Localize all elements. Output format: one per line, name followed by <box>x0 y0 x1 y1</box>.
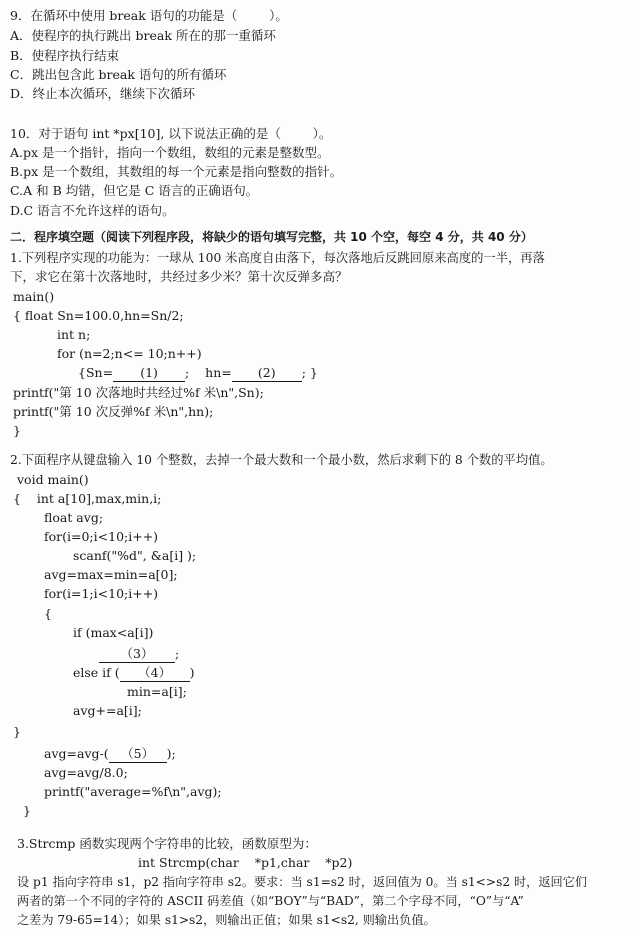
q9-option-a: A．使程序的执行跳出 break 所在的那一重循环 <box>10 28 276 43</box>
p1-code-line: main() <box>13 289 55 304</box>
p2-code-line-blank: （3） ; <box>99 646 179 663</box>
p1-code-line: { float Sn=100.0,hn=Sn/2; <box>13 308 184 323</box>
q10-option-c: C.A 和 B 均错，但它是 C 语言的正确语句。 <box>10 183 259 198</box>
p1-code-line-blanks: {Sn= (1) ; hn= (2) ; } <box>78 365 318 380</box>
p2-code-line: scanf("%d", &a[i] ); <box>73 548 197 563</box>
p2-code-line: void main() <box>17 472 89 487</box>
p3-description: 3.Strcmp 函数实现两个字符串的比较，函数原型为： <box>17 836 317 851</box>
p2-code-line: if (max<a[i]) <box>73 625 154 640</box>
p2-description: 2.下面程序从键盘输入 10 个整数，去掉一个最大数和一个最小数，然后求剩下的 8 个数的平均值。 <box>10 453 553 467</box>
answer-blank-5[interactable]: （5） <box>109 746 167 763</box>
p3-prototype: int Strcmp(char *p1,char *p2) <box>138 855 353 870</box>
p3-requirement-line2: 两者的第一个不同的字符的 ASCII 码差值（如“BOY”与“BAD”，第二个字母不同，“O”与“A” <box>17 894 524 908</box>
p1-code-line: } <box>13 423 21 438</box>
p3-requirement-line3: 之差为 79-65=14）；如果 s1>s2，则输出正值；如果 s1<s2, 则输出负值。 <box>17 913 436 927</box>
q10-option-b: B.px 是一个数组，其数组的每一个元素是指向整数的指针。 <box>10 164 343 179</box>
p1-code-line: for (n=2;n<= 10;n++) <box>57 346 202 361</box>
answer-blank-3[interactable]: （3） <box>99 646 175 663</box>
p2-code-line: avg=max=min=a[0]; <box>44 567 178 582</box>
p3-requirement-line1: 设 p1 指向字符串 s1，p2 指向字符串 s2。要求：当 s1=s2 时，返回值为 0。当 s1<>s2 时，返回它们 <box>17 875 588 889</box>
p2-code-line: min=a[i]; <box>127 684 187 699</box>
p2-code-line: for(i=1;i<10;i++) <box>44 586 159 601</box>
p1-code-line: printf("第 10 次反弹%f 米\n",hn); <box>13 404 214 419</box>
p2-code-line: { <box>44 606 52 621</box>
q9-option-d: D．终止本次循环，继续下次循环 <box>10 86 196 101</box>
p1-description-line2: 下，求它在第十次落地时，共经过多少米？第十次反弹多高？ <box>10 269 348 284</box>
p2-code-line: avg=avg/8.0; <box>44 765 128 780</box>
p2-code-line-blank: else if ( （4） ) <box>73 665 195 680</box>
answer-blank-1[interactable]: (1) <box>113 365 185 382</box>
p2-code-line: } <box>23 803 31 818</box>
q10-option-a: A.px 是一个指针，指向一个数组，数组的元素是整数型。 <box>10 145 330 160</box>
p2-code-line: { int a[10],max,min,i; <box>13 491 162 506</box>
p2-code-line: float avg; <box>44 510 104 525</box>
p1-code-line: int n; <box>57 327 91 342</box>
p2-code-line: for(i=0;i<10;i++) <box>44 529 159 544</box>
p1-code-line: printf("第 10 次落地时共经过%f 米\n",Sn); <box>13 385 264 400</box>
q10-stem: 10．对于语句 int *px[10], 以下说法正确的是（ ）。 <box>10 126 332 141</box>
p1-description-line1: 1.下列程序实现的功能为：一球从 100 米高度自由落下，每次落地后反跳回原来高度的一半，再落 <box>10 251 545 265</box>
p2-code-line-blank: avg=avg-( （5） ); <box>44 746 176 761</box>
answer-blank-2[interactable]: (2) <box>232 365 302 382</box>
p2-code-line: avg+=a[i]; <box>73 703 142 718</box>
q10-option-d: D.C 语言不允许这样的语句。 <box>10 203 175 218</box>
p2-code-line: printf("average=%f\n",avg); <box>44 784 222 799</box>
q9-option-b: B．使程序执行结束 <box>10 48 120 63</box>
q9-option-c: C．跳出包含此 break 语句的所有循环 <box>10 67 227 82</box>
q9-stem: 9．在循环中使用 break 语句的功能是（ ）。 <box>10 8 288 23</box>
answer-blank-4[interactable]: （4） <box>120 665 190 682</box>
section-heading: 二．程序填空题（阅读下列程序段，将缺少的语句填写完整，共 10 个空，每空 4 分，共 40 分） <box>10 230 533 244</box>
p2-code-line: } <box>13 724 21 739</box>
